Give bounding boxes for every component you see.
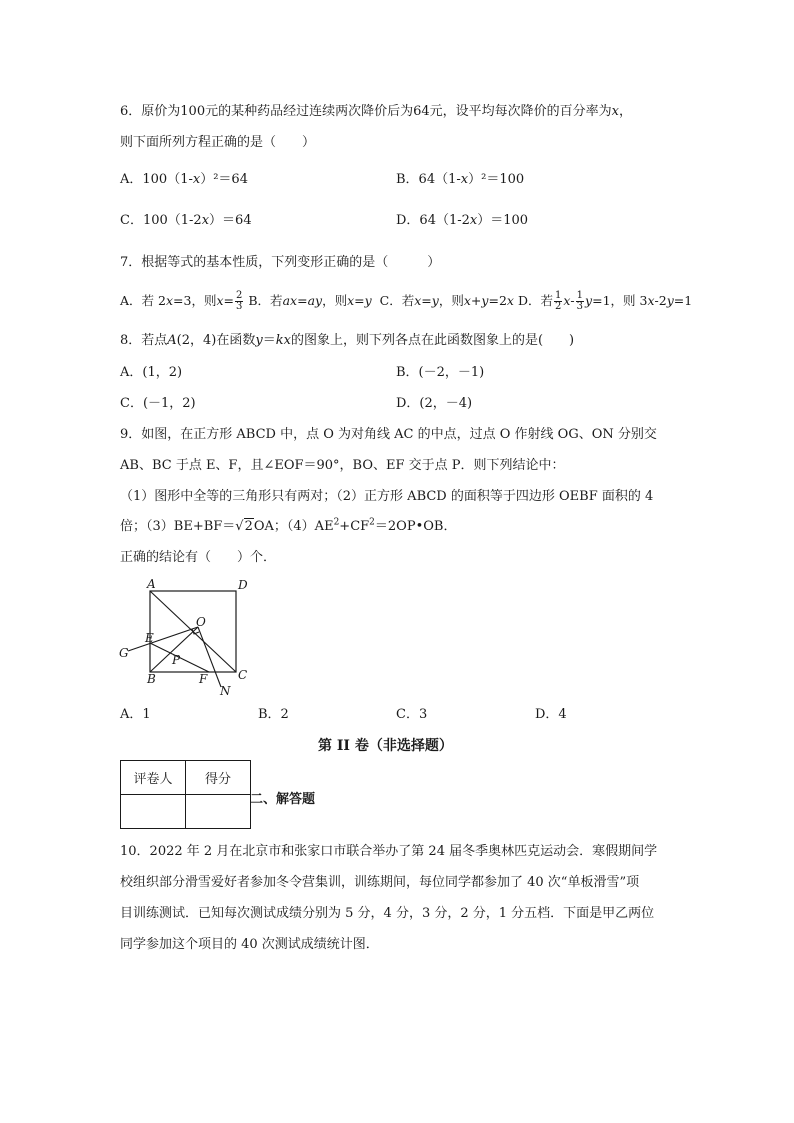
grader-header: 评卷人 (121, 761, 186, 795)
label-b: B (147, 672, 156, 686)
q9-line5: 正确的结论有（ ）个． (120, 550, 277, 565)
q9-option-b: B．2 (258, 707, 289, 722)
q6-option-a: A．100（1-x）²＝64 (120, 172, 248, 187)
q6-option-c: C．100（1-2x）＝64 (120, 213, 252, 228)
score-header: 得分 (186, 761, 251, 795)
label-f: F (199, 672, 208, 686)
q8-option-b: B．(－2，－1) (396, 365, 485, 380)
q6-option-b: B．64（1-x）²＝100 (396, 172, 525, 187)
label-o: O (196, 615, 206, 629)
q6-line1: 6．原价为100元的某种药品经过连续两次降价后为64元，设平均每次降价的百分率为x， (120, 104, 632, 119)
score-table (120, 760, 251, 829)
q9-line4: 倍；（3）BE+BF＝√2OA；$(4)AE^2+CF^2=2OP•OB$． (120, 517, 456, 537)
q10-line1: 10．2022 年 2 月在北京市和张家口市联合举办了第 24 届冬季奥林匹克运动会．寒假期间学 (120, 844, 658, 859)
q6-line2: 则下面所列方程正确的是（ ） (120, 135, 316, 150)
label-p: P (172, 653, 181, 667)
q9-line2: AB、BC 于点 E、F，且∠EOF＝90°，BO、EF 交于点 P．则下列结论中： (120, 458, 565, 473)
q9-line1: 9．如图，在正方形 ABCD 中，点 O 为对角线 AC 的中点，过点 O 作射线 OG、ON 分别交 (120, 427, 657, 442)
q7-stem: 7．根据等式的基本性质，下列变形正确的是（ ） (120, 255, 441, 270)
score-cell[interactable] (186, 795, 251, 829)
q9-option-a: A．1 (120, 707, 151, 722)
label-d: D (238, 578, 248, 592)
label-a: A (147, 577, 156, 591)
q8-stem: 8．若点A(2，4)在函数y＝kx的图象上，则下列各点在此函数图象上的是( ) (120, 333, 575, 348)
q10-line2: 校组织部分滑雪爱好者参加冬令营集训，训练期间，每位同学都参加了 40 次“单板滑雪”项 (120, 875, 640, 890)
sqrt-symbol: √2 (235, 519, 253, 534)
q8-option-d: D．(2，－4) (396, 396, 473, 411)
label-e: E (145, 631, 154, 645)
q6-option-d: D．64（1-2x）＝100 (396, 213, 529, 228)
ray-og (128, 627, 198, 651)
q7-options: A．若 2x=3，则x= $\frac{2}{3}$ B．若ax=ay，则x=y C．若x=y，则x+y=2x D．若 $\frac{1}{2}$ x- $\frac{1}{3}$ y=1，则 3x-2y=1 (120, 290, 693, 312)
q9-option-d: D．4 (535, 707, 567, 722)
q7-fraction: $\frac{2}{3}$ (236, 290, 243, 312)
q8-option-c: C．(－1，2) (120, 396, 196, 411)
label-n: N (220, 684, 231, 698)
label-g: G (119, 646, 129, 660)
q10-line4: 同学参加这个项目的 40 次测试成绩统计图． (120, 937, 379, 952)
label-c: C (238, 668, 248, 682)
grader-cell[interactable] (121, 795, 186, 829)
q9-option-c: C．3 (396, 707, 428, 722)
q9-geometry-figure (110, 575, 260, 700)
q8-option-a: A．(1，2) (120, 365, 183, 380)
part-title: 二、解答题 (250, 792, 316, 807)
q10-line3: 目训练测试．已知每次测试成绩分别为 5 分，4 分，3 分，2 分，1 分五档．下面是甲乙两位 (120, 906, 655, 921)
section-title: 第 II 卷（非选择题） (318, 738, 453, 754)
q9-line3: （1）图形中全等的三角形只有两对；（2）正方形 ABCD 的面积等于四边形 OEBF 面积的 4 (120, 489, 654, 504)
